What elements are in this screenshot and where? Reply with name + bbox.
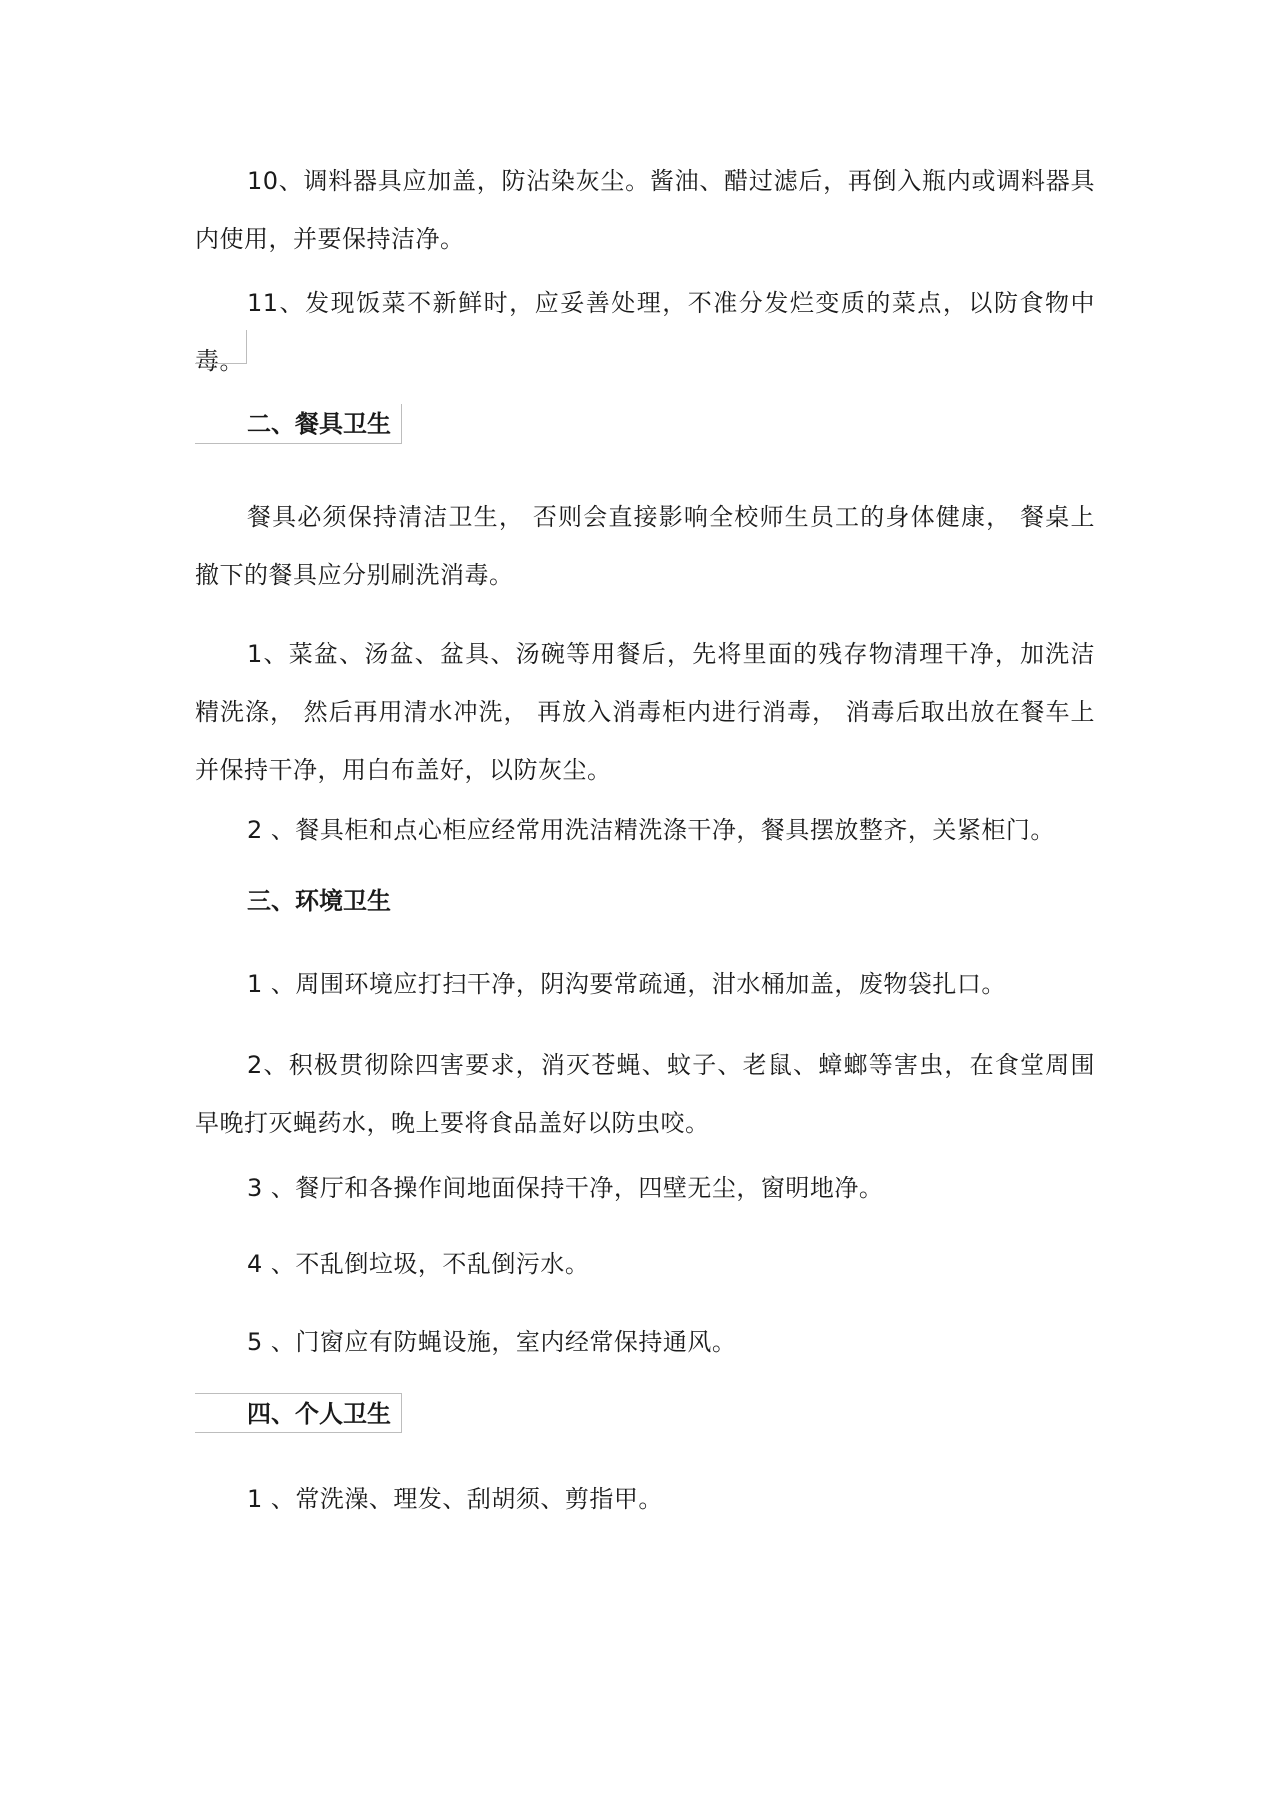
paragraph-tableware-item-2: 2 、餐具柜和点心柜应经常用洗洁精洗涤干净，餐具摆放整齐，关紧柜门。 bbox=[247, 816, 1055, 844]
section-heading-environment-text: 三、环境卫生 bbox=[247, 887, 391, 915]
section-heading-tableware-text: 二、餐具卫生 bbox=[247, 410, 391, 438]
paragraph-tableware-intro: 餐具必须保持清洁卫生， 否则会直接影响全校师生员工的身体健康， 餐桌上撤下的餐具应分别刷洗消毒。 bbox=[195, 503, 1095, 589]
section-heading-personal bbox=[195, 1393, 402, 1433]
paragraph-environment-item-4: 4 、不乱倒垃圾，不乱倒污水。 bbox=[247, 1250, 590, 1278]
paragraph-environment-item-3: 3 、餐厅和各操作间地面保持干净，四壁无尘，窗明地净。 bbox=[247, 1174, 884, 1202]
paragraph-personal-item-1: 1 、常洗澡、理发、刮胡须、剪指甲。 bbox=[247, 1485, 663, 1513]
paragraph-tableware-item-1: 1、菜盆、汤盆、盆具、汤碗等用餐后，先将里面的残存物清理干净，加洗洁精洗涤， 然后再用清水冲洗， 再放入消毒柜内进行消毒， 消毒后取出放在餐车上并保持干净，用白布盖好，以防灰尘。 bbox=[195, 640, 1095, 784]
paragraph-environment-item-5: 5 、门窗应有防蝇设施，室内经常保持通风。 bbox=[247, 1328, 737, 1356]
paragraph-item-10: 10、调料器具应加盖，防沾染灰尘。酱油、醋过滤后，再倒入瓶内或调料器具内使用，并要保持洁净。 bbox=[195, 167, 1095, 253]
paragraph-item-11: 11、发现饭菜不新鲜时，应妥善处理，不准分发烂变质的菜点，以防食物中毒。 bbox=[195, 289, 1095, 375]
paragraph-environment-item-2: 2、积极贯彻除四害要求，消灭苍蝇、蚊子、老鼠、蟑螂等害虫，在食堂周围早晚打灭蝇药水，晚上要将食品盖好以防虫咬。 bbox=[195, 1051, 1095, 1137]
section-heading-personal-text: 四、个人卫生 bbox=[247, 1400, 391, 1428]
paragraph-end-mark bbox=[195, 330, 247, 364]
section-heading-environment bbox=[195, 881, 402, 921]
paragraph-environment-item-1: 1 、周围环境应打扫干净，阴沟要常疏通，泔水桶加盖，废物袋扎口。 bbox=[247, 970, 1006, 998]
section-heading-tableware bbox=[195, 404, 402, 444]
